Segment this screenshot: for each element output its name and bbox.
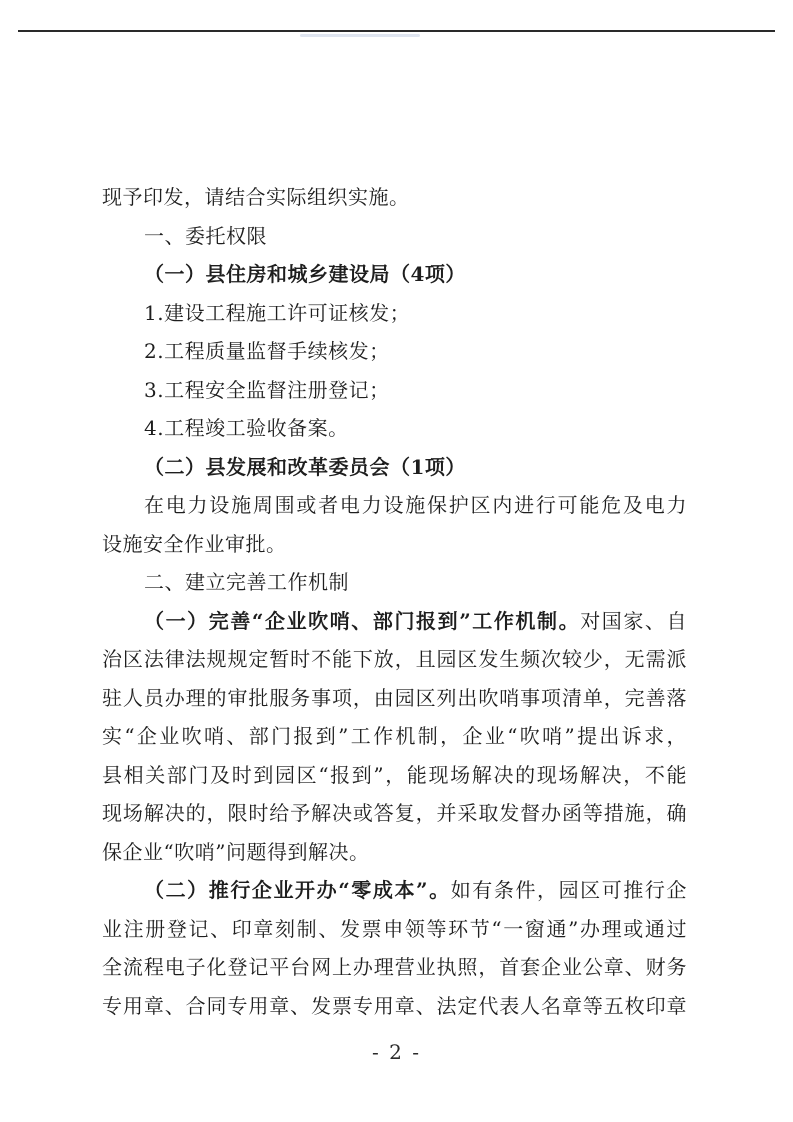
inline-text: 对国家、自 [580, 608, 687, 633]
text-line: 驻人员办理的审批服务事项，由园区列出吹哨事项清单，完善落 [102, 685, 687, 710]
document-body [102, 178, 687, 1025]
text-line: 设施安全作业审批。 [102, 531, 287, 556]
section-heading: 一、委托权限 [144, 223, 267, 248]
text-line: 业注册登记、印章刻制、发票申领等环节“一窗通”办理或通过 [102, 916, 687, 941]
text-line: 专用章、合同专用章、发票专用章、法定代表人名章等五枚印章 [102, 993, 687, 1018]
text-line: 在电力设施周围或者电力设施保护区内进行可能危及电力 [144, 493, 687, 517]
list-item: 3.工程安全监督注册登记； [144, 377, 390, 402]
text-line: 县相关部门及时到园区“报到”，能现场解决的现场解决，不能 [102, 762, 687, 787]
inline-text: 如有条件，园区可推行企 [450, 878, 687, 902]
text-line: 保企业“吹哨”问题得到解决。 [102, 839, 370, 864]
list-item: 4.工程竣工验收备案。 [144, 416, 349, 440]
text-line: 全流程电子化登记平台网上办理营业执照，首套企业公章、财务 [102, 955, 687, 979]
inline-heading: （一）完善“企业吹哨、部门报到”工作机制。 [144, 608, 581, 633]
text-line: 现予印发，请结合实际组织实施。 [102, 185, 410, 209]
subsection-heading: （二）县发展和改革委员会（1项） [144, 454, 466, 479]
paragraph-first-line [102, 871, 687, 910]
subsection-heading: （一）县住房和城乡建设局（4项） [144, 262, 466, 286]
list-item: 2.工程质量监督手续核发； [144, 339, 390, 363]
scan-mark [300, 34, 420, 37]
header-rule [18, 30, 775, 32]
text-line: 现场解决的，限时给予解决或答复，并采取发督办函等措施，确 [102, 801, 687, 825]
paragraph-first-line [102, 602, 687, 641]
list-item: 1.建设工程施工许可证核发； [144, 300, 411, 325]
page-number: - 2 - [372, 1040, 421, 1064]
text-line: 治区法律法规规定暂时不能下放，且园区发生频次较少，无需派 [102, 647, 687, 671]
inline-heading: （二）推行企业开办“零成本”。 [144, 878, 451, 902]
section-heading: 二、建立完善工作机制 [144, 570, 349, 594]
text-line: 实“企业吹哨、部门报到”工作机制，企业“吹哨”提出诉求， [102, 724, 687, 748]
